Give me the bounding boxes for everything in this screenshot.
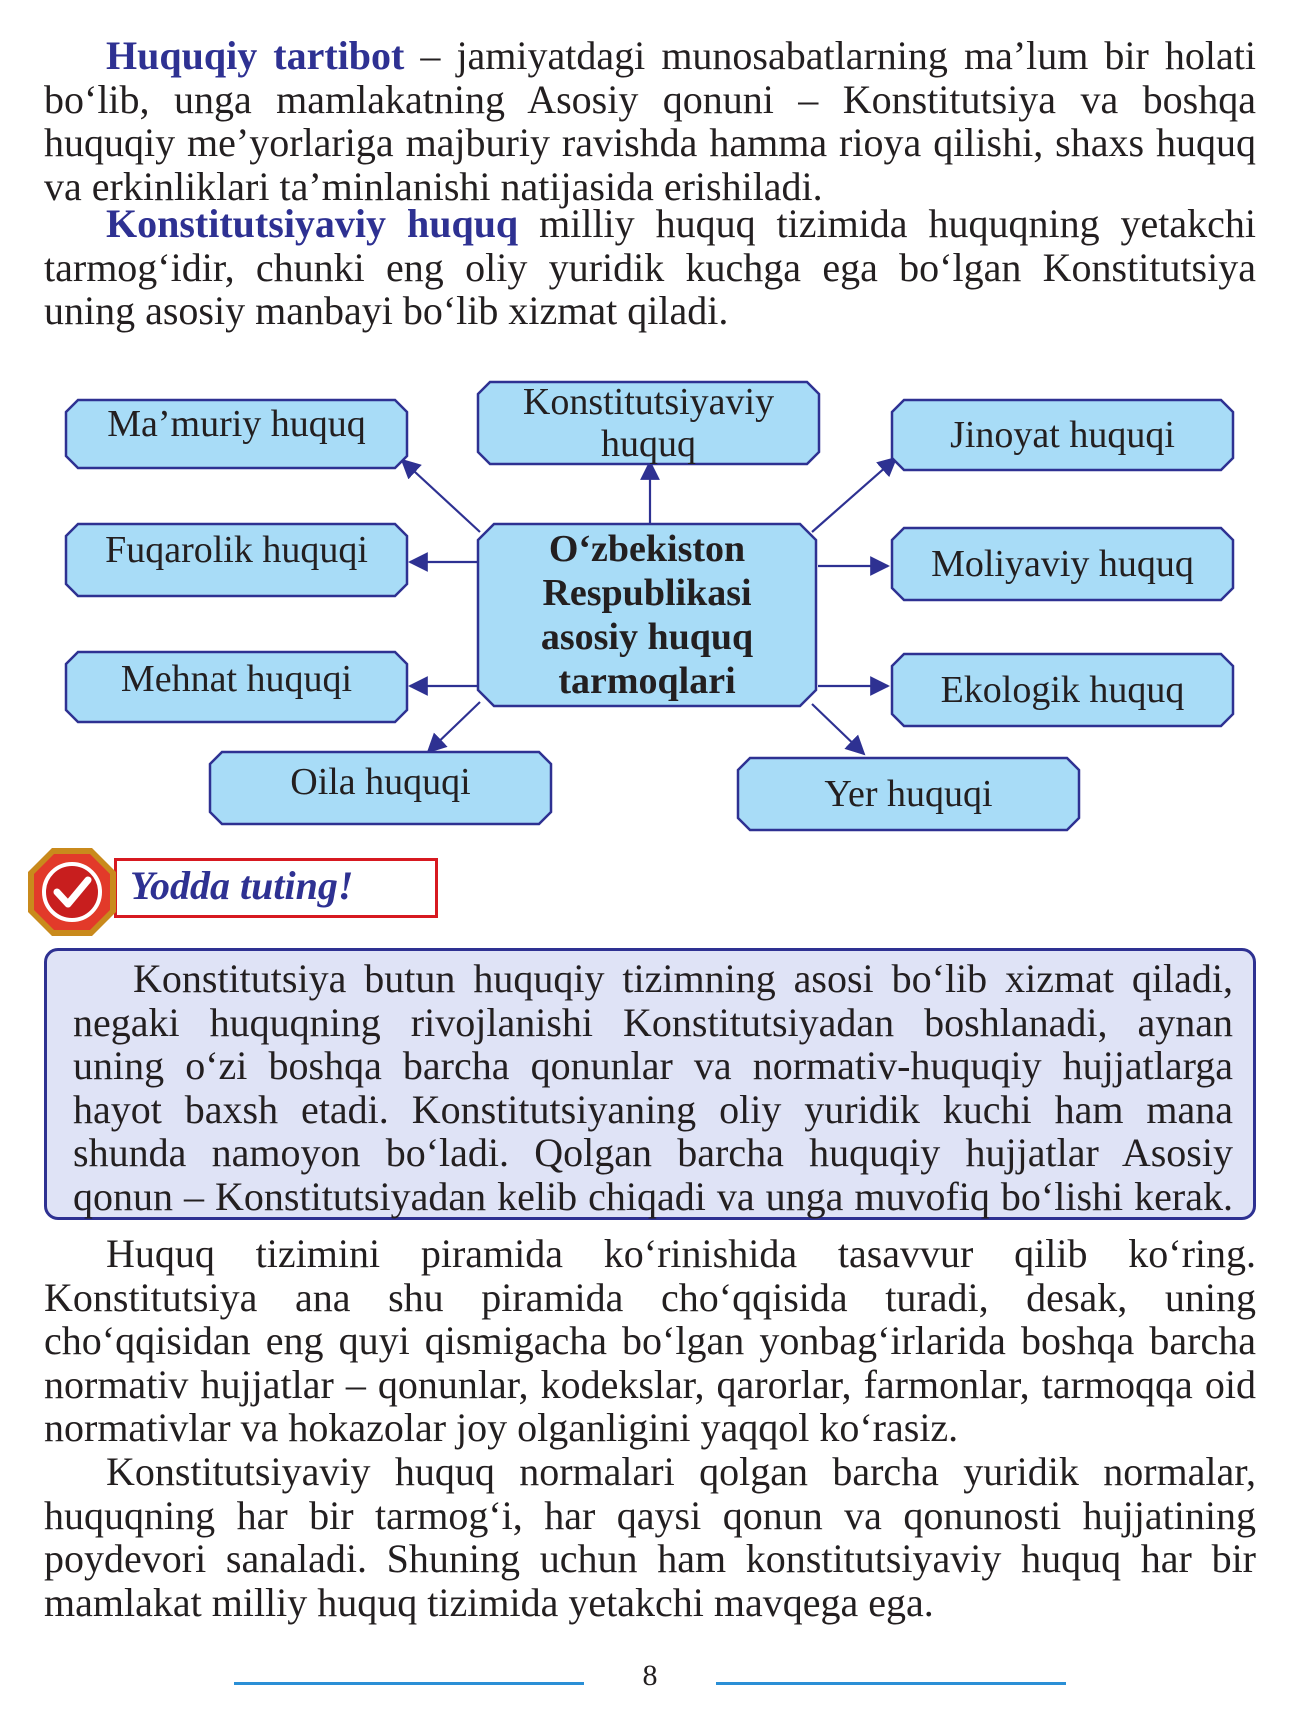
- node-oila-huquqi: [208, 750, 553, 826]
- remember-note-box: [44, 948, 1256, 1220]
- paragraph-konstitutsiyaviy-huquq: [44, 202, 1256, 333]
- term-huquqiy-tartibot: Huquqiy tartibot: [106, 33, 405, 78]
- node-label: Konstitutsiyaviy huquq: [522, 381, 775, 465]
- node-fuqarolik-huquqi: [64, 522, 409, 598]
- node-jinoyat-huquqi: [890, 398, 1235, 472]
- arrow-to-oila: [428, 702, 480, 752]
- paragraph-piramida: [44, 1232, 1256, 1450]
- definition-text: milliy huquq tizimida huquqning yetakchi tarmog‘idir, chunki eng oliy yuridik kuchga ega bo‘lgan Konstitutsiya uning asosiy manbayi bo‘lib xizmat qiladi.: [44, 201, 1256, 333]
- term-konstitutsiyaviy-huquq: Konstitutsiyaviy huquq: [106, 201, 519, 246]
- center-label: O‘zbekiston Respublikasi asosiy huquq tarmoqlari: [540, 528, 754, 702]
- law-branches-diagram: [0, 370, 1300, 840]
- node-konstitutsiyaviy-huquq: [476, 380, 821, 466]
- arrow-to-yer: [812, 704, 864, 754]
- arrow-to-jinoyat: [812, 458, 896, 532]
- node-label: Fuqarolik huquqi: [105, 529, 368, 571]
- node-label: Ekologik huquq: [940, 669, 1185, 711]
- node-center-asosiy-tarmoqlar: [476, 522, 818, 708]
- node-label: Yer huquqi: [824, 773, 993, 815]
- node-label: Ma’muriy huquq: [107, 403, 366, 445]
- node-ekologik-huquq: [890, 652, 1235, 728]
- node-label: Moliyaviy huquq: [931, 543, 1194, 585]
- footer-rule-right: [716, 1682, 1066, 1685]
- node-yer-huquqi: [736, 756, 1081, 832]
- paragraph-huquqiy-tartibot: [44, 34, 1256, 208]
- remember-label: Yodda tuting!: [130, 863, 354, 908]
- definition-text: – jamiyatdagi munosabatlarning ma’lum bir holati bo‘lib, unga mamlakatning Asosiy qonuni – Konstitutsiya va boshqa huquqiy me’yorlariga majburiy ravishda hamma rioya qilishi, shaxs huquq va erkinliklari ta’minlanishi natijasida erishiladi.: [44, 33, 1256, 209]
- paragraph-text: Huquq tizimini piramida ko‘rinishida tasavvur qilib ko‘ring. Konstitutsiya ana shu piramida cho‘qqisida turadi, desak, uning cho‘qqisidan eng quyi qismigacha bo‘lgan yonbag‘irlarida boshqa barcha normativ hujjatlar – qonunlar, kodekslar, qarorlar, farmonlar, tarmoqqa oid normativlar va hokazolar joy olganligini yaqqol ko‘rasiz.: [44, 1231, 1256, 1450]
- paragraph-text: Konstitutsiyaviy huquq normalari qolgan barcha yuridik normalar, huquqning har bir tarmog‘i, har qaysi qonun va qonunosti hujjatining poydevori sanaladi. Shuning uchun ham konstitutsiyaviy huquq har bir mamlakat milliy huquq tizimida yetakchi mavqega ega.: [44, 1449, 1256, 1625]
- node-mehnat-huquqi: [64, 650, 409, 724]
- node-mamuriy-huquq: [64, 398, 409, 470]
- node-label: Mehnat huquqi: [120, 658, 353, 700]
- footer-rule-left: [234, 1682, 584, 1685]
- node-label: Jinoyat huquqi: [950, 414, 1175, 456]
- page-footer: [0, 1658, 1300, 1698]
- remember-banner: [26, 846, 416, 938]
- arrow-to-mamuriy: [402, 460, 480, 532]
- node-label: Oila huquqi: [290, 761, 471, 803]
- checkmark-badge-icon: [26, 846, 118, 938]
- page-number: 8: [642, 1659, 658, 1692]
- paragraph-normalar: [44, 1450, 1256, 1624]
- remember-note-content: Konstitutsiya butun huquqiy tizimning asosi bo‘lib xizmat qiladi, negaki huquqning rivojlanishi Konstitutsiyadan boshlanadi, aynan uning o‘zi boshqa barcha qonunlar va normativ-huquqiy hujjatlarga hayot baxsh etadi. Konstitutsiyaning oliy yuridik kuchi ham mana shunda namoyon bo‘ladi. Qolgan barcha huquqiy hujjatlar Asosiy qonun – Konstitutsiyadan kelib chiqadi va unga muvofiq bo‘lishi kerak.: [73, 956, 1233, 1219]
- node-moliyaviy-huquq: [890, 526, 1235, 602]
- remember-note-text: [73, 957, 1233, 1218]
